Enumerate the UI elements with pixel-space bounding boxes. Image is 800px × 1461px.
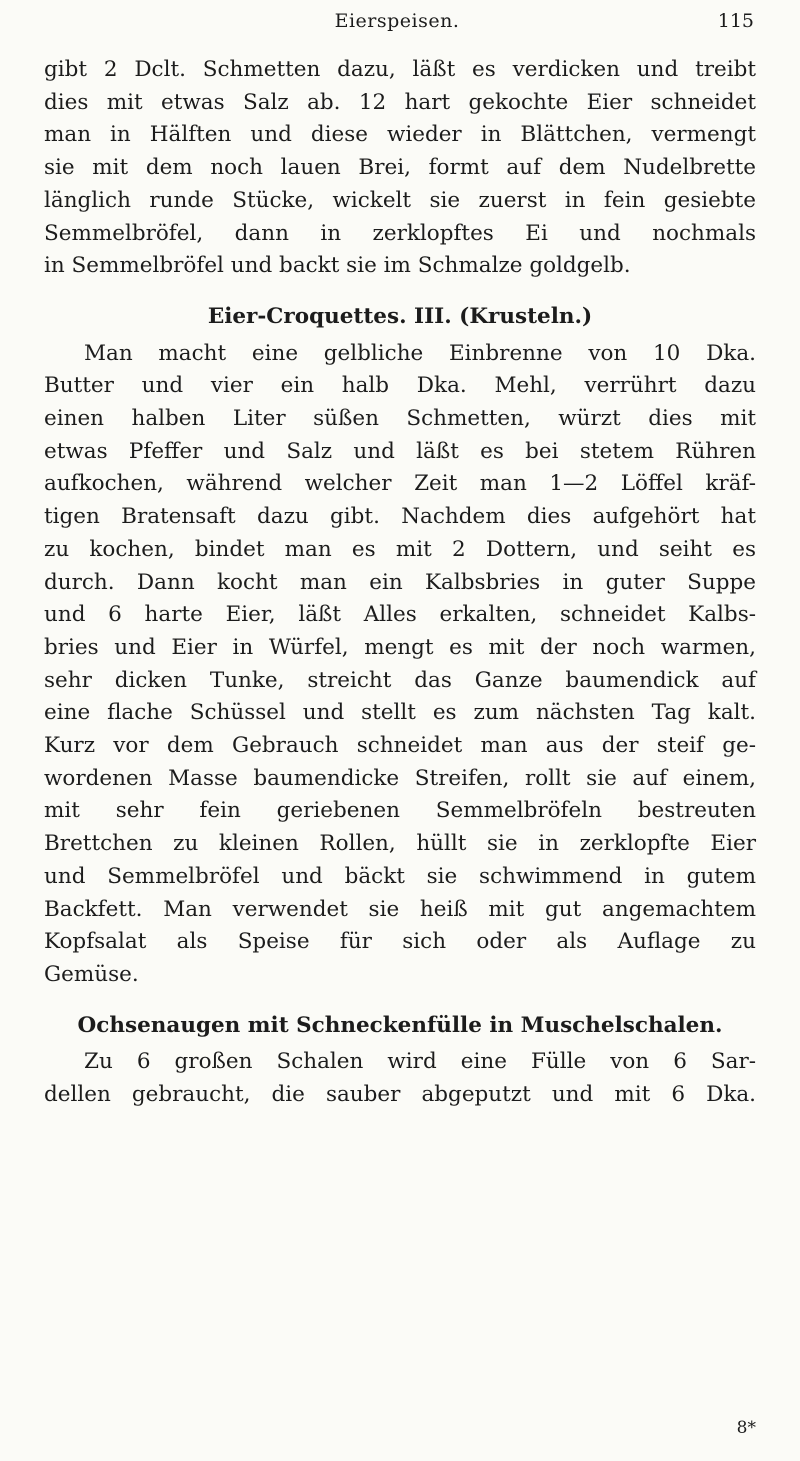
text-line: Man macht eine gelbliche Einbrenne von 10 Dka. [84, 340, 756, 366]
text-line: und 6 harte Eier, läßt Alles erkalten, schneidet Kalbs- [44, 602, 756, 628]
text-line: länglich runde Stücke, wickelt sie zuerst in fein gesiebte [44, 187, 756, 213]
text-line: sie mit dem noch lauen Brei, formt auf dem Nudelbrette [44, 155, 756, 181]
text-line: Zu 6 großen Schalen wird eine Fülle von 6 Sar- [84, 1049, 756, 1075]
text-line: und Semmelbröfel und bäckt sie schwimmend in gutem [44, 863, 756, 889]
text-line: sehr dicken Tunke, streicht das Ganze baumendick auf [44, 667, 756, 693]
page-header [40, 6, 754, 42]
text-line: Brettchen zu kleinen Rollen, hüllt sie in zerklopfte Eier [44, 831, 756, 857]
text-line: etwas Pfeffer und Salz und läßt es bei stetem Rühren [44, 438, 756, 464]
text-line: man in Hälften und diese wieder in Blättchen, vermengt [44, 122, 756, 148]
text-line: Gemüse. [44, 961, 139, 987]
text-line: aufkochen, während welcher Zeit man 1—2 Löffel kräf- [44, 471, 756, 497]
text-line: Backfett. Man verwendet sie heiß mit gut angemachtem [44, 896, 756, 922]
recipe-heading-croquettes: Eier-Croquettes. III. (Krusteln.) [207, 303, 593, 329]
text-line: bries und Eier in Würfel, mengt es mit der noch warmen, [44, 634, 756, 660]
paragraph-ochsenaugen [44, 1046, 756, 1111]
paragraph-croquettes [44, 338, 756, 992]
text-line: in Semmelbröfel und backt sie im Schmalze goldgelb. [44, 253, 631, 279]
text-line: dellen gebraucht, die sauber abgeputzt und mit 6 Dka. [44, 1082, 756, 1108]
text-line: Kurz vor dem Gebrauch schneidet man aus der steif ge- [44, 733, 756, 759]
text-line: mit sehr fein geriebenen Semmelbröfeln bestreuten [44, 798, 756, 824]
text-line: durch. Dann kocht man ein Kalbsbries in guter Suppe [44, 569, 756, 595]
page-number: 115 [717, 10, 754, 32]
text-line: einen halben Liter süßen Schmetten, würzt dies mit [44, 406, 756, 432]
text-line: gibt 2 Dclt. Schmetten dazu, läßt es verdicken und treibt [44, 57, 756, 82]
text-line: zu kochen, bindet man es mit 2 Dottern, und seiht es [44, 536, 756, 562]
recipe-heading-ochsenaugen: Ochsenaugen mit Schneckenfülle in Muschelschalen. [77, 1012, 723, 1038]
signature-mark: 8* [736, 1418, 756, 1438]
text-line: eine flache Schüssel und stellt es zum nächsten Tag kalt. [44, 700, 756, 726]
paragraph-intro [44, 54, 756, 283]
text-line: tigen Bratensaft dazu gibt. Nachdem dies aufgehört hat [44, 504, 756, 530]
text-line: dies mit etwas Salz ab. 12 hart gekochte Eier schneidet [44, 89, 756, 115]
text-line: wordenen Masse baumendicke Streifen, rollt sie auf einem, [44, 765, 756, 791]
text-line: Kopfsalat als Speise für sich oder als Auflage zu [44, 929, 756, 955]
running-title: Eierspeisen. [334, 10, 460, 32]
text-line: Semmelbröfel, dann in zerklopftes Ei und nochmals [44, 220, 756, 246]
text-line: Butter und vier ein halb Dka. Mehl, verrührt dazu [44, 373, 756, 399]
page-body [44, 54, 756, 1112]
